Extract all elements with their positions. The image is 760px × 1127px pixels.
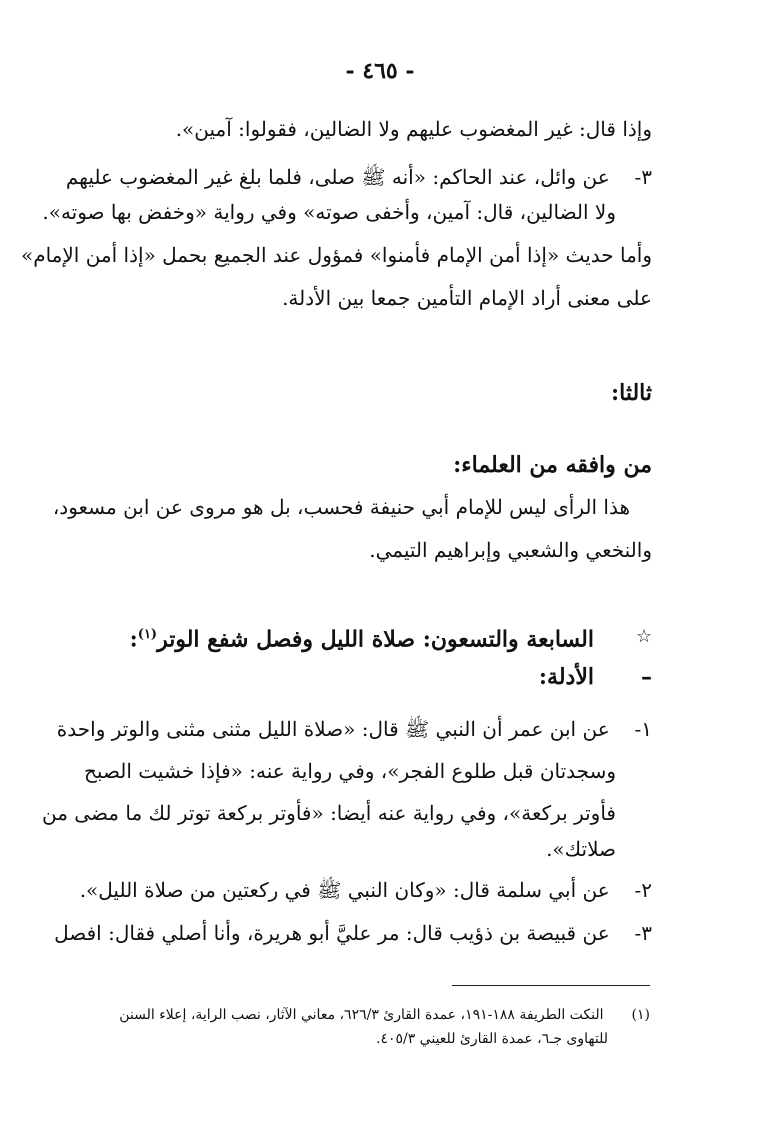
item-line <box>65 162 652 192</box>
item-text: عن أبي سلمة قال: «وكان النبي ﷺ في ركعتين من صلاة الليل». <box>79 878 610 902</box>
footnote-line: للتهاوى جـ٦، عمدة القارئ للعيني ٤٠٥/٣. <box>375 1031 608 1047</box>
text-line: وإذا قال: غير المغضوب عليهم ولا الضالين، فقولوا: آمين». <box>175 117 652 141</box>
text-line: وسجدتان قبل طلوع الفجر»، وفي رواية عنه: «فإذا خشيت الصبح <box>84 759 616 783</box>
text-line: هذا الرأى ليس للإمام أبي حنيفة فحسب، بل هو مروى عن ابن مسعود، <box>52 495 630 519</box>
footnote-line <box>104 1004 650 1026</box>
item-line <box>79 875 652 905</box>
page-number: - ٤٦٥ - <box>345 58 415 84</box>
footnote-text: النكت الطريفة ١٨٨-١٩١، عمدة القارئ ٦٢٦/٣، معاني الآثار، نصب الراية، إعلاء السنن <box>119 1007 604 1023</box>
star-icon: ☆ <box>636 626 653 647</box>
item-text: عن وائل، عند الحاكم: «أنه ﷺ صلى، فلما بلغ غير المغضوب عليهم <box>65 165 610 189</box>
heading-evidence: الأدلة: <box>538 664 594 690</box>
heading-agreed-scholars: من وافقه من العلماء: <box>453 452 652 478</box>
item-number: ٣- <box>634 165 652 189</box>
heading-third: ثالثا: <box>611 380 652 406</box>
item-text: عن قبيصة بن ذؤيب قال: مر عليَّ أبو هريرة، وأنا أصلي فقال: افصل <box>54 921 610 945</box>
footnote-ref: (١) <box>137 627 158 642</box>
footnote-number: (١) <box>631 1007 650 1023</box>
item-number: ١- <box>634 717 652 741</box>
text-line: ولا الضالين، قال: آمين، وأخفى صوته» وفي رواية «وخفض بها صوته». <box>42 200 616 224</box>
text-line: فأوتر بركعة»، وفي رواية عنه أيضا: «فأوتر بركعة توتر لك ما مضى من <box>42 801 616 825</box>
text-line: على معنى أراد الإمام التأمين جمعا بين الأدلة. <box>282 286 652 310</box>
text-line: والنخعي والشعبي وإبراهيم التيمي. <box>369 538 652 562</box>
item-number: ٢- <box>634 878 652 902</box>
section-heading-text: السابعة والتسعون: صلاة الليل وفصل شفع الوتر <box>157 626 594 653</box>
item-line <box>56 714 652 744</box>
item-text: عن ابن عمر أن النبي ﷺ قال: «صلاة الليل مثنى مثنى والوتر واحدة <box>56 717 610 741</box>
item-line <box>54 918 652 948</box>
section-heading-colon: : <box>129 626 138 653</box>
dash-marker: – <box>641 664 652 690</box>
footnote-separator <box>452 985 650 986</box>
item-number: ٣- <box>634 921 652 945</box>
text-line: وأما حديث «إذا أمن الإمام فأمنوا» فمؤول عند الجميع بحمل «إذا أمن الإمام» <box>20 243 652 267</box>
section-heading <box>124 620 594 654</box>
text-line: صلاتك». <box>546 837 616 861</box>
